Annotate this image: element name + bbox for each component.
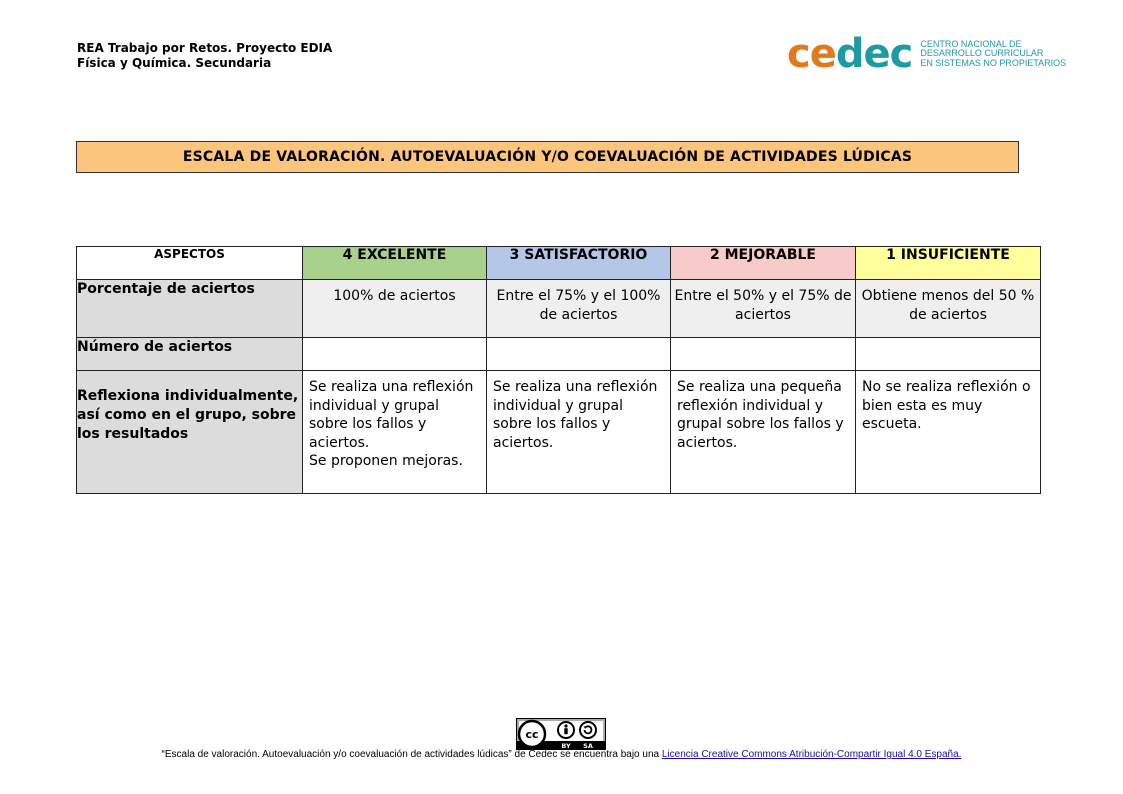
license-text: “Escala de valoración. Autoevaluación y/o coevaluación de actividades lúdicas” de Cedec se encuentra bajo una	[161, 749, 660, 760]
cc-by-label: BY	[561, 742, 571, 750]
level-2-cell	[671, 338, 856, 371]
header-level-3: 3 SATISFACTORIO	[487, 247, 671, 280]
table-row	[77, 280, 1041, 338]
level-4-cell	[303, 371, 487, 494]
level-3-cell: Se realiza una reflexión individual y grupal sobre los fallos y aciertos.	[487, 371, 671, 494]
cedec-logo-wordmark: cedec	[787, 31, 913, 77]
level-4-cell: 100% de aciertos	[303, 280, 487, 338]
rubric-table	[76, 246, 1041, 494]
cedec-logo-tagline: CENTRO NACIONAL DE DESARROLLO CURRICULAR EN SISTEMAS NO PROPIETARIOS	[920, 38, 1067, 68]
table-header-row	[77, 247, 1041, 280]
level-4-text: Se realiza una reflexión individual y grupal sobre los fallos y aciertos.	[309, 379, 474, 451]
cedec-logo	[787, 31, 1067, 77]
svg-text:cc: cc	[525, 728, 539, 741]
level-1-cell	[856, 338, 1041, 371]
level-4-extra-text: Se proponen mejoras.	[309, 453, 463, 469]
header-level-1: 1 INSUFICIENTE	[856, 247, 1041, 280]
level-1-cell: Obtiene menos del 50 % de aciertos	[856, 280, 1041, 338]
document-header	[77, 41, 332, 71]
table-row	[77, 338, 1041, 371]
aspect-cell: Reflexiona individualmente, así como en el grupo, sobre los resultados	[77, 371, 303, 494]
level-3-cell	[487, 338, 671, 371]
level-2-cell: Entre el 50% y el 75% de aciertos	[671, 280, 856, 338]
level-4-cell	[303, 338, 487, 371]
header-project-line: REA Trabajo por Retos. Proyecto EDIA	[77, 41, 333, 55]
aspect-cell: Porcentaje de aciertos	[77, 280, 303, 338]
level-2-cell: Se realiza una pequeña reflexión individual y grupal sobre los fallos y aciertos.	[671, 371, 856, 494]
level-1-cell: No se realiza reflexión o bien esta es muy escueta.	[856, 371, 1041, 494]
rubric-title: ESCALA DE VALORACIÓN. AUTOEVALUACIÓN Y/O COEVALUACIÓN DE ACTIVIDADES LÚDICAS	[76, 141, 1019, 173]
table-row	[77, 371, 1041, 494]
header-level-4: 4 EXCELENTE	[303, 247, 487, 280]
level-3-cell: Entre el 75% y el 100% de aciertos	[487, 280, 671, 338]
cc-sa-label: SA	[583, 742, 593, 750]
header-aspects: ASPECTOS	[77, 247, 303, 280]
aspect-cell: Número de aciertos	[77, 338, 303, 371]
cc-by-sa-icon	[516, 718, 606, 750]
license-link[interactable]: Licencia Creative Commons Atribución-Compartir Igual 4.0 España.	[661, 749, 962, 760]
header-level-2: 2 MEJORABLE	[671, 247, 856, 280]
header-subject-line: Física y Química. Secundaria	[77, 56, 272, 70]
license-footer	[0, 749, 1123, 760]
